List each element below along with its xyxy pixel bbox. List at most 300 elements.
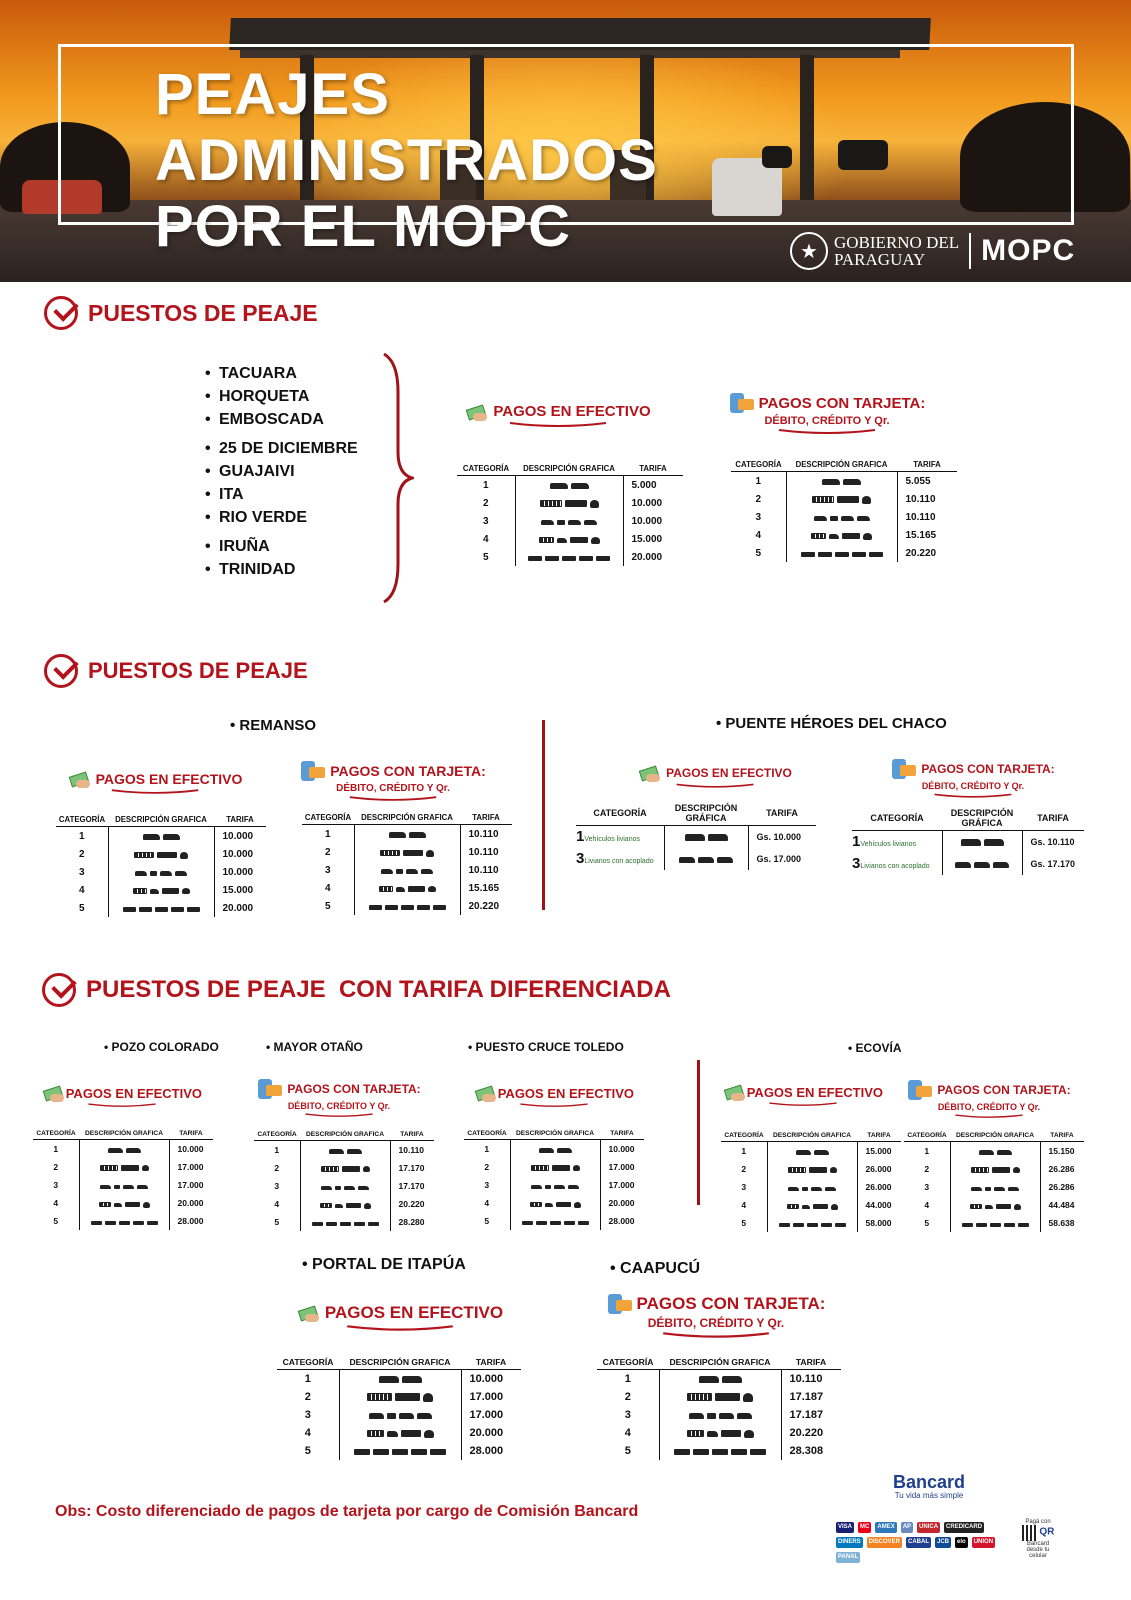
col-header-tarifa: TARIFA [461, 1357, 521, 1370]
col-header-tarifa: TARIFA [623, 464, 683, 476]
card-payment-icon [891, 759, 917, 779]
tariff-table [904, 1132, 1084, 1232]
card-payment-icon [907, 1080, 933, 1100]
vehicle-graphic-cell [767, 1196, 857, 1214]
category-cell: 4 [274, 1199, 280, 1209]
table-row [721, 1160, 901, 1178]
tariff-cell: 17.000 [608, 1162, 635, 1172]
tariff-cell: 28.308 [789, 1445, 824, 1457]
col-header-descripcion: DESCRIPCIÓN GRAFICA [300, 1131, 390, 1141]
logo-divider [969, 233, 971, 269]
vehicle-icons [379, 1376, 422, 1383]
card-label-sub: DÉBITO, CRÉDITO Y Qr. [937, 1102, 1041, 1112]
vehicle-icons [100, 1165, 149, 1171]
station-item: • HORQUETA [205, 385, 358, 408]
vehicle-icons [550, 483, 589, 489]
card-label-text: PAGOS CON TARJETA: [758, 394, 926, 412]
col-header-descripcion: DESCRIPCIÓN GRAFICA [950, 1132, 1040, 1142]
vehicle-graphic-cell [786, 490, 897, 508]
vehicle-graphic-cell [786, 472, 897, 491]
table-row [721, 1142, 901, 1161]
section-title: PUESTOS DE PEAJE [88, 299, 318, 326]
table-row [457, 512, 683, 530]
col-header-tarifa: TARIFA [600, 1130, 644, 1140]
vehicle-icons [801, 552, 883, 557]
vehicle-icons [367, 1430, 434, 1438]
vehicle-icons [329, 1149, 362, 1154]
cash-label [458, 403, 658, 429]
col-header-tarifa: TARIFA [1040, 1132, 1084, 1142]
tariff-cell: 20.000 [222, 902, 254, 914]
category-cell: 3 [741, 1182, 747, 1192]
col-header-categoria: CATEGORÍA [852, 808, 942, 831]
station-portal-itapua: • PORTAL DE ITAPÚA [302, 1256, 466, 1274]
tariff-table [597, 1357, 841, 1460]
col-header-categoria: CATEGORÍA [904, 1132, 950, 1142]
cabal-logo: CABAL [906, 1537, 931, 1548]
vehicle-icons [779, 1223, 846, 1227]
vehicle-graphic-cell [510, 1212, 600, 1230]
vehicle-icons [788, 1187, 836, 1191]
card-payment-icon [300, 761, 326, 781]
table-row [597, 1406, 841, 1424]
vehicle-graphic-cell [950, 1196, 1040, 1214]
table-row [277, 1370, 521, 1389]
category-cell: 5 [304, 1445, 311, 1457]
category-cell [852, 831, 942, 853]
category-number: 3 [576, 849, 585, 867]
col-header-categoria: CATEGORÍA [254, 1131, 300, 1141]
vehicle-graphic-cell [659, 1424, 781, 1442]
station-item: • 25 DE DICIEMBRE [205, 437, 358, 460]
table-row [904, 1196, 1084, 1214]
vehicle-icons [321, 1166, 370, 1172]
category-cell: 4 [741, 1200, 747, 1210]
category-cell: 2 [304, 1391, 311, 1403]
table-row [302, 843, 512, 861]
card-label-text: PAGOS CON TARJETA: [287, 1082, 421, 1096]
category-cell: 5 [624, 1445, 631, 1457]
col-header-descripcion: DESCRIPCIÓN GRAFICA [79, 1130, 169, 1140]
tariff-cell: 5.055 [905, 475, 931, 487]
category-cell: 1 [484, 1144, 490, 1154]
station-item: • IRUÑA [205, 535, 358, 558]
card-brand-logos [836, 1522, 996, 1563]
cash-label [630, 765, 800, 790]
station-cruce-toledo: • PUESTO CRUCE TOLEDO [468, 1040, 624, 1054]
tariff-cell: 20.000 [177, 1198, 204, 1208]
vehicle-graphic-cell [300, 1195, 390, 1213]
vehicle-graphic-cell [108, 845, 214, 863]
qr-text: QR [1039, 1526, 1055, 1538]
vehicle-icons [962, 1223, 1029, 1227]
vertical-divider [542, 720, 545, 910]
col-header-descripcion: DESCRIPCIÓN GRÁFICA [942, 808, 1022, 831]
vehicle-graphic-cell [664, 848, 748, 870]
vehicle-graphic-cell [515, 476, 623, 495]
tariff-cell: 15.000 [865, 1146, 892, 1156]
col-header-categoria: CATEGORÍA [464, 1130, 510, 1140]
tariff-cell: 17.170 [398, 1181, 425, 1191]
category-cell: 5 [924, 1218, 930, 1228]
card-label-sub: DÉBITO, CRÉDITO Y Qr. [647, 1316, 785, 1330]
table-row [576, 826, 816, 848]
vehicle-icons [539, 537, 600, 544]
tariff-cell: 28.000 [177, 1216, 204, 1226]
vehicle-icons [369, 905, 446, 910]
col-header-tarifa: TARIFA [390, 1131, 434, 1141]
vehicle-icons [689, 1413, 752, 1419]
tariff-cell: 10.000 [177, 1144, 204, 1154]
category-cell: 4 [482, 533, 489, 545]
mopc-logo-text: MOPC [981, 234, 1076, 267]
table-row [457, 476, 683, 495]
tariff-cell: 17.187 [789, 1391, 824, 1403]
table-row [33, 1212, 213, 1230]
vehicle-graphic-cell [510, 1140, 600, 1159]
category-cell: 3 [624, 1409, 631, 1421]
vehicle-graphic-cell [767, 1214, 857, 1232]
category-cell: 3 [53, 1180, 59, 1190]
tariff-cell: 20.220 [789, 1427, 824, 1439]
vehicle-icons [528, 556, 610, 561]
col-header-descripcion: DESCRIPCIÓN GRAFICA [339, 1357, 461, 1370]
vehicle-graphic-cell [108, 899, 214, 917]
col-header-categoria: CATEGORÍA [597, 1357, 659, 1370]
swoosh-underline [661, 1331, 771, 1340]
tariff-table [254, 1131, 434, 1231]
vehicle-icons [699, 1376, 742, 1383]
table-row [904, 1160, 1084, 1178]
table-row [731, 472, 957, 491]
category-number: 1 [576, 827, 585, 845]
bancard-tagline: Tu vida más simple [894, 1491, 964, 1500]
vehicle-icons [381, 869, 433, 874]
category-cell: 1 [924, 1146, 930, 1156]
tariff-cell: 10.000 [222, 830, 254, 842]
vehicle-icons [539, 1148, 572, 1153]
vehicle-icons [685, 834, 728, 841]
swoosh-underline [87, 1102, 157, 1109]
gobierno-logo [790, 232, 1075, 270]
table-row [597, 1370, 841, 1389]
table-row [457, 548, 683, 566]
vehicle-graphic-cell [950, 1142, 1040, 1161]
vehicle-graphic-cell [108, 881, 214, 899]
vehicle-icons [380, 850, 434, 857]
card-label-sub: DÉBITO, CRÉDITO Y Qr. [336, 783, 450, 794]
col-header-descripcion: DESCRIPCIÓN GRAFICA [767, 1132, 857, 1142]
card-label [298, 761, 488, 803]
tariff-cell: 44.484 [1048, 1200, 1075, 1210]
vehicle-icons [814, 516, 870, 521]
vehicle-icons [389, 832, 426, 838]
tariff-cell: 26.000 [865, 1164, 892, 1174]
category-cell: 4 [755, 529, 762, 541]
category-cell: 3 [324, 864, 331, 876]
col-header-categoria: CATEGORÍA [721, 1132, 767, 1142]
vehicle-graphic-cell [664, 826, 748, 848]
diners-logo: DINERS [836, 1537, 863, 1548]
category-description: Livianos con acoplado [584, 857, 654, 865]
tariff-cell: 10.000 [631, 497, 663, 509]
vehicle-graphic-cell [510, 1176, 600, 1194]
category-cell: 5 [741, 1218, 747, 1228]
tariff-table [721, 1132, 901, 1232]
category-cell: 1 [274, 1145, 280, 1155]
card-label [596, 1294, 836, 1340]
category-cell: 3 [924, 1182, 930, 1192]
vehicle-graphic-cell [510, 1194, 600, 1212]
tariff-cell: 17.000 [608, 1180, 635, 1190]
category-cell: 1 [324, 828, 331, 840]
cash-label-text: PAGOS EN EFECTIVO [497, 1085, 634, 1101]
tariff-table [464, 1130, 644, 1230]
qr-bancard-badge [1018, 1519, 1058, 1559]
table-row [254, 1195, 434, 1213]
tariff-cell: 17.000 [469, 1391, 504, 1403]
category-cell [576, 848, 664, 870]
panal-logo: PANAL [836, 1552, 860, 1563]
category-cell: 1 [304, 1373, 311, 1385]
star-seal-icon: ★ [790, 232, 828, 270]
table-row [33, 1158, 213, 1176]
category-cell: 1 [755, 475, 762, 487]
swoosh-underline [110, 788, 200, 796]
col-header-categoria: CATEGORÍA [731, 460, 786, 472]
gov-line1: GOBIERNO DEL [834, 233, 960, 252]
card-label [888, 759, 1058, 800]
tariff-cell: 5.000 [631, 479, 657, 491]
card-payment-icon [257, 1079, 283, 1099]
col-header-categoria: CATEGORÍA [56, 815, 108, 827]
station-pozo-colorado: • POZO COLORADO [104, 1040, 219, 1054]
hero-title-line: ADMINISTRADOS [155, 128, 658, 193]
table-row [721, 1178, 901, 1196]
vehicle-graphic-cell [659, 1442, 781, 1460]
table-row [597, 1442, 841, 1460]
table-row [457, 530, 683, 548]
vehicle-graphic-cell [942, 853, 1022, 875]
card-label [712, 393, 942, 436]
vehicle-graphic-cell [339, 1388, 461, 1406]
col-header-categoria: CATEGORÍA [576, 803, 664, 826]
section-title: PUESTOS DE PEAJE [88, 658, 308, 683]
vehicle-graphic-cell [79, 1176, 169, 1194]
col-header-descripcion: DESCRIPCIÓN GRAFICA [659, 1357, 781, 1370]
card-payment-icon [729, 393, 755, 413]
vehicle-graphic-cell [354, 843, 460, 861]
vehicle-icons [979, 1150, 1012, 1155]
vehicle-graphic-cell [300, 1159, 390, 1177]
cash-hand-icon [723, 1084, 743, 1100]
vehicle-icons [320, 1203, 371, 1209]
vehicle-graphic-cell [510, 1158, 600, 1176]
table-row [302, 861, 512, 879]
category-number: 1 [852, 832, 861, 850]
tariff-cell: 15.000 [222, 884, 254, 896]
category-cell: 5 [78, 902, 85, 914]
section-title: PUESTOS DE PEAJE CON TARIFA DIFERENCIADA [86, 976, 671, 1003]
tariff-cell: 10.110 [789, 1373, 823, 1385]
tariff-cell: 10.110 [468, 864, 499, 876]
category-cell: 5 [482, 551, 489, 563]
card-label-text: PAGOS CON TARJETA: [636, 1294, 826, 1313]
cash-label-text: PAGOS EN EFECTIVO [65, 1085, 202, 1101]
card-label-text: PAGOS CON TARJETA: [937, 1083, 1071, 1097]
table-row [721, 1196, 901, 1214]
hero-title-line: POR EL MOPC [155, 194, 571, 259]
vehicle-icons [822, 479, 861, 485]
table-row [464, 1212, 644, 1230]
category-cell: 4 [78, 884, 85, 896]
amex-logo: AMEX [875, 1522, 896, 1533]
table-row [33, 1194, 213, 1212]
table-row [302, 897, 512, 915]
tariff-cell: 15.000 [631, 533, 663, 545]
vehicle-icons [367, 1393, 433, 1402]
category-cell: 4 [304, 1427, 311, 1439]
tariff-cell: 10.110 [468, 846, 499, 858]
vehicle-graphic-cell [354, 897, 460, 915]
tariff-cell: 26.286 [1048, 1182, 1075, 1192]
vehicle-graphic-cell [108, 827, 214, 846]
card-label-text: PAGOS CON TARJETA: [921, 762, 1055, 776]
hero-title [155, 62, 658, 260]
vehicle-icons [100, 1185, 148, 1189]
gov-text [834, 234, 959, 268]
vehicle-graphic-cell [659, 1370, 781, 1389]
vehicle-graphic-cell [767, 1160, 857, 1178]
category-cell: 1 [741, 1146, 747, 1156]
station-heroes-chaco: • PUENTE HÉROES DEL CHACO [716, 715, 947, 732]
credicard-logo: CREDICARD [944, 1522, 984, 1533]
vehicle-icons [961, 839, 1004, 846]
category-description: Vehículos livianos [584, 835, 640, 843]
category-cell: 2 [324, 846, 331, 858]
card-label-sub: DÉBITO, CRÉDITO Y Qr. [287, 1101, 391, 1111]
vehicle-graphic-cell [79, 1212, 169, 1230]
cash-label-text: PAGOS EN EFECTIVO [666, 766, 792, 780]
cash-hand-icon [68, 771, 92, 787]
category-cell: 3 [78, 866, 85, 878]
tariff-cell: 15.165 [905, 529, 937, 541]
station-item: • EMBOSCADA [205, 408, 358, 431]
vehicle-icons [811, 533, 872, 540]
table-row [302, 825, 512, 844]
vehicle-graphic-cell [300, 1177, 390, 1195]
vehicle-graphic-cell [354, 879, 460, 897]
qr-bottom-text: Bancard desde tu celular [1026, 1541, 1050, 1559]
col-header-categoria: CATEGORÍA [277, 1357, 339, 1370]
category-cell: 4 [53, 1198, 59, 1208]
category-cell: 4 [484, 1198, 490, 1208]
qr-top-text: Pagá con [1025, 1519, 1051, 1525]
table-row [277, 1424, 521, 1442]
card-label-sub: DÉBITO, CRÉDITO Y Qr. [921, 781, 1025, 791]
swoosh-underline [304, 1112, 374, 1119]
station-item: • TRINIDAD [205, 558, 358, 581]
col-header-tarifa: TARIFA [460, 813, 512, 825]
hero-banner [0, 0, 1131, 282]
col-header-descripcion: DESCRIPCIÓN GRÁFICA [664, 803, 748, 826]
cash-hand-icon [638, 765, 662, 781]
tariff-cell: 10.110 [905, 493, 936, 505]
vehicle-graphic-cell [942, 831, 1022, 853]
tariff-cell: 20.220 [468, 900, 500, 912]
vehicle-graphic-cell [950, 1160, 1040, 1178]
table-row [597, 1424, 841, 1442]
cash-label-text: PAGOS EN EFECTIVO [746, 1084, 883, 1100]
cash-label [474, 1085, 634, 1109]
visa-logo: VISA [836, 1522, 854, 1533]
station-remanso: • REMANSO [230, 717, 316, 734]
vehicle-icons [108, 1148, 141, 1153]
vehicle-icons [955, 862, 1009, 868]
vehicle-graphic-cell [786, 544, 897, 562]
tariff-cell: 44.000 [865, 1200, 892, 1210]
cash-hand-icon [297, 1305, 321, 1321]
col-header-categoria: CATEGORÍA [33, 1130, 79, 1140]
table-row [731, 544, 957, 562]
cash-label-text: PAGOS EN EFECTIVO [493, 403, 651, 420]
category-cell: 2 [484, 1162, 490, 1172]
observation-note: Obs: Costo diferenciado de pagos de tarjeta por cargo de Comisión Bancard [55, 1503, 639, 1520]
tariff-cell: 17.000 [177, 1162, 204, 1172]
check-circle-icon [44, 296, 78, 330]
vehicle-graphic-cell [786, 526, 897, 544]
tariff-cell: 20.000 [608, 1198, 635, 1208]
vehicle-icons [531, 1165, 580, 1171]
vehicle-graphic-cell [950, 1178, 1040, 1196]
tariff-cell: 10.000 [222, 848, 254, 860]
category-cell: 3 [755, 511, 762, 523]
table-row [56, 827, 266, 846]
check-circle-icon [44, 654, 78, 688]
vehicle-icons [687, 1393, 753, 1402]
vehicle-icons [91, 1221, 158, 1225]
elo-logo: elo [955, 1537, 968, 1548]
table-row [464, 1194, 644, 1212]
card-label [906, 1080, 1072, 1120]
vehicle-graphic-cell [515, 494, 623, 512]
qr-code-icon [1022, 1525, 1038, 1541]
swoosh-underline [348, 795, 438, 803]
tariff-cell: 26.000 [865, 1182, 892, 1192]
tariff-cell: 10.000 [608, 1144, 635, 1154]
tariff-cell: 17.000 [469, 1409, 504, 1421]
category-cell: 5 [484, 1216, 490, 1226]
vehicle-icons [379, 886, 436, 892]
tariff-table [302, 813, 512, 915]
col-header-descripcion: DESCRIPCIÓN GRAFICA [510, 1130, 600, 1140]
table-row [731, 508, 957, 526]
vehicle-icons [971, 1187, 1019, 1191]
tariff-table [56, 815, 266, 917]
col-header-tarifa: TARIFA [1022, 808, 1084, 831]
vehicle-icons [812, 496, 871, 504]
station-item: • ITA [205, 483, 358, 506]
table-row [33, 1140, 213, 1159]
col-header-tarifa: TARIFA [169, 1130, 213, 1140]
tariff-table [277, 1357, 521, 1460]
tariff-cell: 17.170 [398, 1163, 425, 1173]
card-label-text: PAGOS CON TARJETA: [330, 763, 486, 779]
vehicle-icons [321, 1186, 369, 1190]
vehicle-icons [369, 1413, 432, 1419]
table-row [464, 1158, 644, 1176]
vehicle-icons [354, 1449, 446, 1455]
